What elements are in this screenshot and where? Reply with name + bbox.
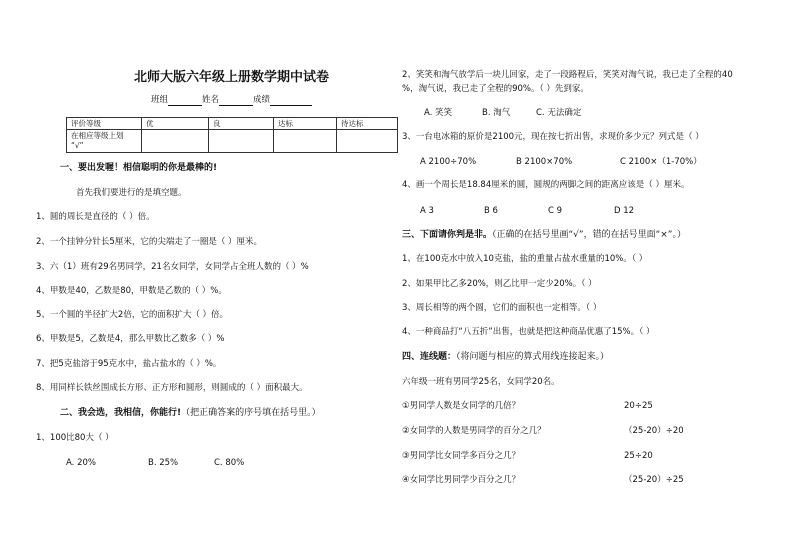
q3-option-a: A 2100÷70% (420, 157, 477, 167)
eval-cell-pass[interactable] (274, 130, 337, 153)
q2-option-b: B. 淘气 (482, 108, 511, 118)
eval-mark-row (67, 130, 398, 153)
evaluation-table (66, 117, 398, 153)
match-question[interactable]: ①男同学人数是女同学的几倍？ (402, 401, 521, 411)
choice-question-2-line2: %，淘气说，我已走了全程的90%。（ ）先到家。 (402, 84, 589, 94)
eval-header-cell: 待达标 (337, 118, 398, 130)
judge-question: 3、周长相等的两个圆，它们的面积也一定相等。（ ） (402, 303, 602, 313)
fill-question: 6、甲数是5，乙数是4，那么甲数比乙数多（ ）% (36, 334, 225, 344)
fill-question: 5、一个圆的半径扩大2倍，它的面积扩大（ ）倍。 (36, 310, 229, 320)
fill-question: 1、圆的周长是直径的（ ）倍。 (36, 212, 155, 222)
fill-question: 8、用同样长铁丝围成长方形、正方形和圆形，则圆成的（ ）面积最大。 (36, 383, 308, 393)
q1-option-a: A. 20% (66, 458, 96, 468)
q4-option-a: A 3 (420, 206, 434, 216)
score-label: 成绩 (253, 95, 271, 105)
judge-question: 2、如果甲比乙多20%，则乙比甲一定少20%。（ ） (402, 279, 597, 289)
page-title: 北师大版六年级上册数学期中试卷 (134, 70, 330, 85)
eval-cell-excellent[interactable] (142, 130, 209, 153)
choice-question-3: 3、一台电冰箱的原价是2100元，现在按七折出售，求现价多少元？列式是（ ） (402, 132, 704, 142)
q1-option-b: B. 25% (148, 458, 179, 468)
q1-option-c: C. 80% (214, 458, 245, 468)
fill-question: 4、甲数是40，乙数是80，甲数是乙数的（ ）%。 (36, 286, 227, 296)
section2-heading: 二、我会选，我相信，你能行! (60, 408, 182, 418)
match-expression[interactable]: （25-20）÷25 (624, 475, 684, 485)
match-question[interactable]: ④女同学比男同学少百分之几？ (402, 475, 521, 485)
eval-row-label-line1: 在相应等级上划 (71, 131, 124, 140)
section3-note: （正确的在括号里画“√”，错的在括号里面“×”。） (492, 230, 686, 240)
q4-option-b: B 6 (484, 206, 498, 216)
eval-header-cell: 良 (209, 118, 274, 130)
match-question[interactable]: ②女同学的人数是男同学的百分之几？ (402, 426, 546, 436)
match-question[interactable]: ③男同学比女同学多百分之几？ (402, 451, 521, 461)
name-blank (219, 96, 253, 106)
section4-heading-row (402, 352, 609, 363)
fill-question: 3、六（1）班有29名男同学，21名女同学，女同学占全班人数的（ ）% (36, 262, 309, 272)
q4-option-c: C 9 (548, 206, 563, 216)
class-blank (168, 96, 202, 106)
choice-question-4: 4、画一个周长是18.84厘米的圆，圆规的两脚之间的距离应该是（ ）厘米。 (402, 180, 690, 190)
eval-header-cell: 优 (142, 118, 209, 130)
fill-question: 7、把5克盐溶于95克水中，盐占盐水的（ ）%。 (36, 359, 222, 369)
eval-header-row (67, 118, 398, 130)
match-expression[interactable]: 25÷20 (624, 451, 653, 461)
section4-heading: 四、连线题： (402, 352, 457, 362)
section2-heading-row (60, 408, 321, 419)
q4-option-d: D 12 (614, 206, 635, 216)
score-blank (270, 96, 312, 106)
name-label: 姓名 (202, 95, 220, 105)
student-info-line (151, 95, 312, 106)
choice-question-2-line1: 2、笑笑和淘气放学后一块儿回家，走了一段路程后，笑笑对淘气说，我已走了全程的40 (402, 70, 733, 80)
section4-note: （将问题与相应的算式用线连接起来。） (456, 352, 610, 362)
section1-intro: 首先我们要进行的是填空题。 (76, 188, 187, 198)
eval-row-label (67, 130, 142, 153)
choice-question-1: 1、100比80大（ ） (36, 433, 114, 443)
eval-cell-good[interactable] (209, 130, 274, 153)
match-expression[interactable]: （25-20）÷20 (624, 426, 684, 436)
q3-option-b: B 2100×70% (516, 157, 573, 167)
q2-option-a: A. 笑笑 (424, 108, 453, 118)
judge-question: 4、一种商品打“八五折”出售，也就是把这种商品优惠了15%。（ ） (402, 327, 655, 337)
q2-option-c: C. 无法确定 (536, 108, 582, 118)
judge-question: 1、在100克水中放入10克盐，盐的重量占盐水重量的10%。（ ） (402, 254, 648, 264)
match-expression[interactable]: 20÷25 (624, 401, 653, 411)
section1-heading: 一、要出发喔！相信聪明的你是最棒的! (60, 163, 218, 173)
section2-note: （把正确答案的序号填在括号里。） (181, 408, 321, 418)
section3-heading: 三、下面请你判是非。 (402, 230, 493, 240)
q3-option-c: C 2100×（1-70%） (620, 157, 702, 167)
fill-question: 2、一个挂钟分针长5厘米，它的尖端走了一圈是（ ）厘米。 (36, 237, 263, 247)
eval-header-cell: 评价等级 (67, 118, 142, 130)
section4-intro: 六年级一班有男同学25名，女同学20名。 (402, 377, 560, 387)
eval-row-label-line2: “√” (71, 141, 84, 150)
eval-cell-fail[interactable] (337, 130, 398, 153)
section3-heading-row (402, 230, 686, 241)
class-label: 班组 (151, 95, 169, 105)
eval-header-cell: 达标 (274, 118, 337, 130)
